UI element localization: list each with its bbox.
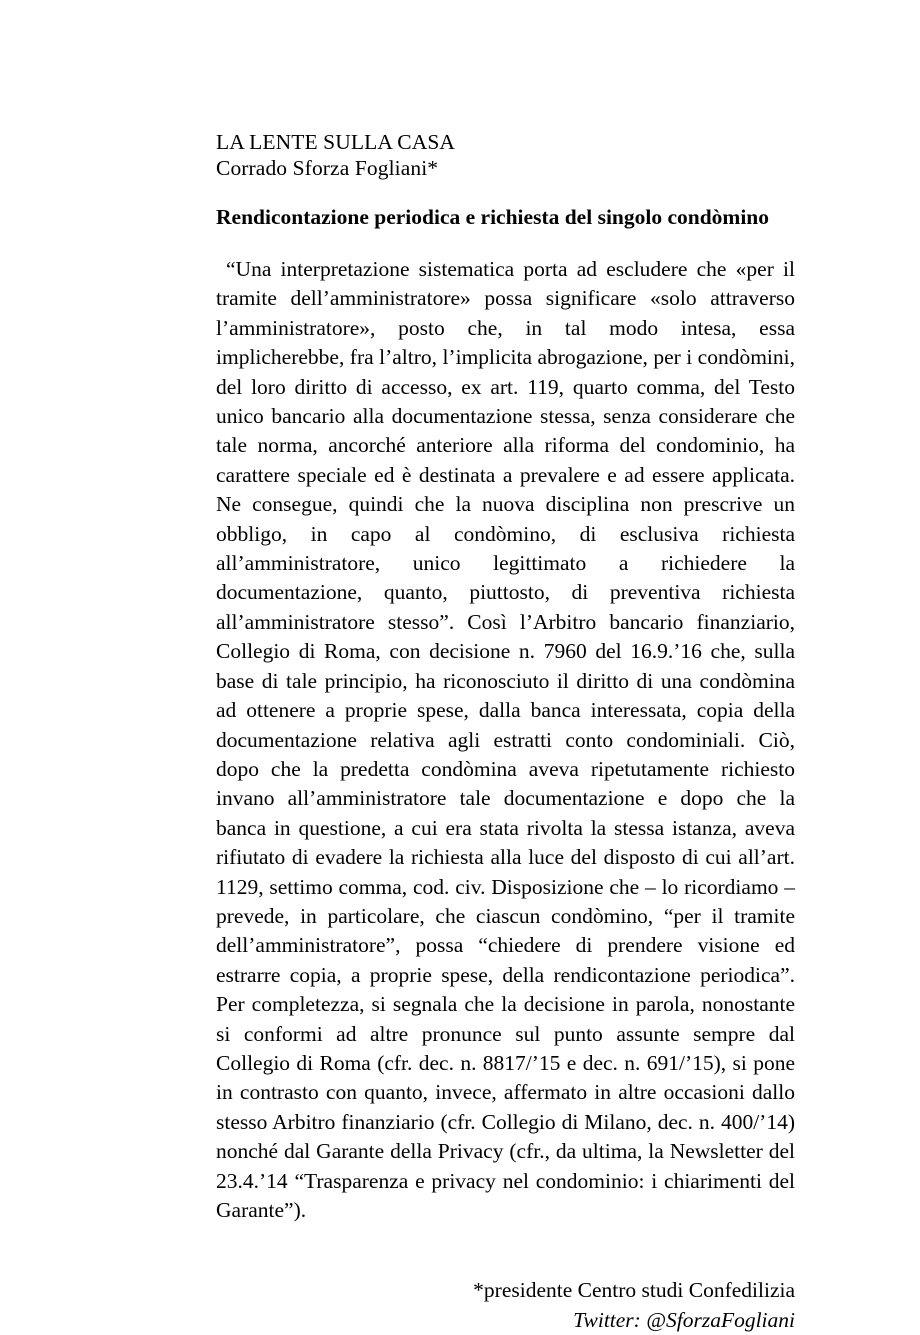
author-role-note: *presidente Centro studi Confedilizia <box>473 1278 795 1303</box>
column-title: LA LENTE SULLA CASA <box>216 130 455 154</box>
article-author: Corrado Sforza Fogliani* <box>216 155 439 180</box>
article-content <box>216 130 795 1335</box>
article-signoff <box>216 1276 795 1335</box>
article-subtitle: Rendicontazione periodica e richiesta del singolo condòmino <box>216 205 770 229</box>
article-body-paragraph: “Una interpretazione sistematica porta ad escludere che «per il tramite dell’amministratore» possa significare «solo attraverso l’amministratore», posto che, in tal modo intesa, essa implicherebbe, fra l’altro, l’implicita abrogazione, per i condòmini, del loro diritto di accesso, ex art. 119, quarto comma, del Testo unico bancario alla documentazione stessa, senza considerare che tale norma, ancorché anteriore alla riforma del condominio, ha carattere speciale ed è destinata a prevalere e ad essere applicata. Ne consegue, quindi che la nuova disciplina non prescrive un obbligo, in capo al condòmino, di esclusiva richiesta all’amministratore, unico legittimato a richiedere la documentazione, quanto, piuttosto, di preventiva richiesta all’amministratore stesso”. Così l’Arbitro bancario finanziario, Collegio di Roma, con decisione n. 7960 del 16.9.’16 che, sulla base di tale principio, ha riconosciuto il diritto di una condòmina ad ottenere a proprie spese, dalla banca interessata, copia della documentazione relativa agli estratti conto condominiali. Ciò, dopo che la predetta condòmina aveva ripetutamente richiesto invano all’amministratore tale documentazione e dopo che la banca in questione, a cui era stata rivolta la stessa istanza, aveva rifiutato di evadere la richiesta alla luce del disposto di cui all’art. 1129, settimo comma, cod. civ. Disposizione che – lo ricordiamo – prevede, in particolare, che ciascun condòmino, “per il tramite dell’amministratore”, possa “chiedere di prendere visione ed estrarre copia, a proprie spese, della rendicontazione periodica”. Per completezza, si segnala che la decisione in parola, nonostante si conformi ad altre pronunce sul punto assunte sempre dal Collegio di Roma (cfr. dec. n. 8817/’15 e dec. n. 691/’15), si pone in contrasto con quanto, invece, affermato in altre occasioni dallo stesso Arbitro finanziario (cfr. Collegio di Milano, dec. n. 400/’14) nonché dal Garante della Privacy (cfr., da ultima, la Newsletter del 23.4.’14 “Trasparenza e privacy nel condominio: i chiarimenti del Garante”). <box>216 257 795 1222</box>
author-social-handle: Twitter: @SforzaFogliani <box>573 1307 795 1332</box>
article-masthead <box>216 130 795 181</box>
